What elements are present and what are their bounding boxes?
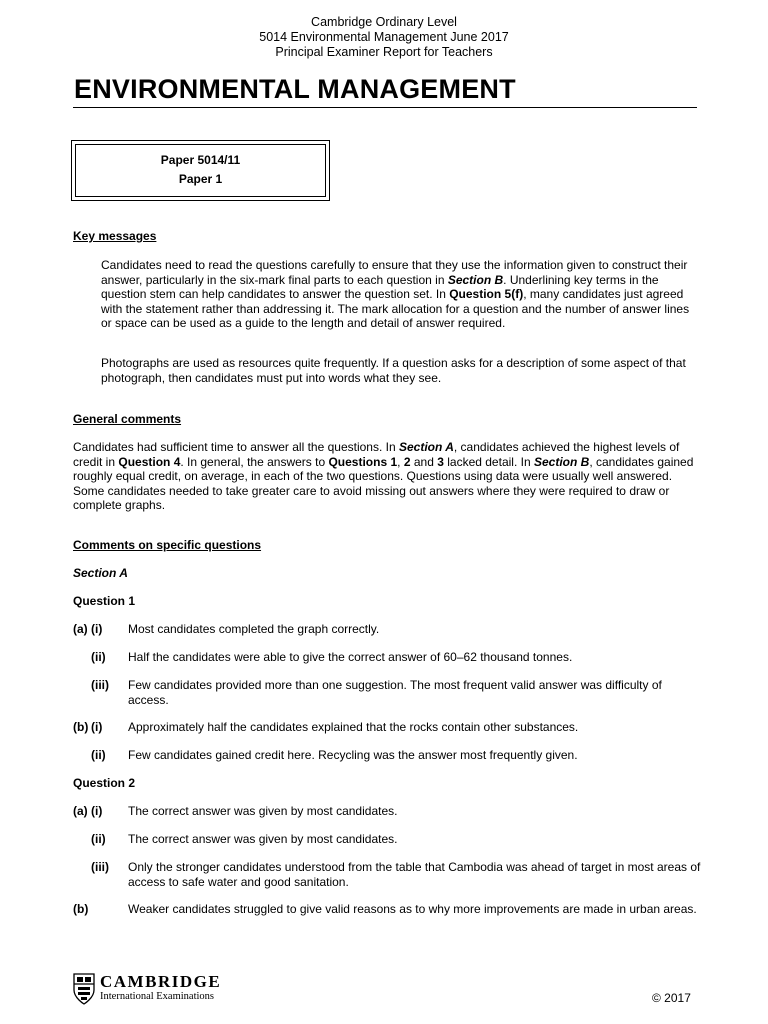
q1-item-text: Half the candidates were able to give the correct answer of 60–62 thousand tonnes. (128, 650, 573, 664)
q2-item-text: The correct answer was given by most candidates. (128, 804, 398, 818)
q2-item-text: The correct answer was given by most candidates. (128, 832, 398, 846)
q2-item-label-part: (b) (73, 902, 89, 916)
text-run: lacked detail. In (443, 454, 534, 469)
q1-item-label-sub: (ii) (91, 748, 106, 762)
q1-item-label-sub: (ii) (91, 650, 106, 664)
text-run: Candidates need to read the questions carefully to ensure that they use the information given to construct their answer, particularly in the six-mark final parts to each question in (101, 258, 688, 287)
cambridge-logo (73, 972, 233, 1006)
specific-comments-heading: Comments on specific questions (73, 538, 262, 552)
text-run: , (397, 454, 404, 469)
header-line-2: 5014 Environmental Management June 2017 (259, 30, 509, 44)
text-run-bold: Question 5(f) (449, 287, 524, 301)
q2-item-text: Only the stronger candidates understood from the table that Cambodia was ahead of target in most areas of access to safe water and good sanitation. (128, 860, 701, 889)
key-messages-heading: Key messages (73, 229, 157, 243)
q2-item-label-sub: (ii) (91, 832, 106, 846)
text-run-emphasis: Section B (533, 454, 590, 469)
question-1-title: Question 1 (73, 594, 136, 608)
text-run-bold: Question 4 (118, 454, 181, 469)
text-run-emphasis: Section A (398, 440, 454, 454)
logo-subtitle: International Examinations (100, 991, 215, 1002)
section-a-heading: Section A (73, 566, 128, 580)
text-run: . In general, the answers to (180, 454, 329, 469)
q2-item-label-sub: (i) (91, 804, 103, 818)
text-run: , many candidates just agreed with the statement rather than addressing it. The mark allocation for a question and the number of answer lines or space can be used as a guide to the length and detail of answer required. (101, 287, 690, 330)
text-run: , candidates gained roughly equal credit, on average, in each of the two questions. Questions using data were usually well answered. Some candidates needed to take greater care to avoid missing out answers where they were required to draw or complete graphs. (73, 454, 694, 512)
q2-item-label-part: (a) (73, 804, 88, 818)
header-line-3: Principal Examiner Report for Teachers (275, 45, 493, 59)
paper-box (71, 140, 330, 201)
text-run-bold: 3 (437, 454, 444, 469)
text-run-bold: Questions 1 (328, 454, 398, 469)
page-title: ENVIRONMENTAL MANAGEMENT (74, 74, 516, 104)
key-messages-paragraph-2: Photographs are used as resources quite frequently. If a question asks for a description of some aspect of that photograph, then candidates must put into words what they see. (101, 356, 686, 385)
question-2-title: Question 2 (73, 776, 136, 790)
paper-number: Paper 1 (178, 172, 223, 186)
q1-item-text: Few candidates gained credit here. Recycling was the answer most frequently given. (128, 748, 578, 762)
paper-box-inner (75, 144, 326, 197)
text-run-bold: 2 (403, 454, 411, 469)
q1-item-text: Approximately half the candidates explained that the rocks contain other substances. (128, 720, 579, 734)
text-run-emphasis: Section B (447, 272, 504, 287)
title-rule (73, 107, 697, 108)
header-line-1: Cambridge Ordinary Level (311, 15, 457, 29)
copyright: © 2017 (652, 991, 691, 1005)
q2-item-label-sub: (iii) (91, 860, 109, 874)
q1-item-text: Most candidates completed the graph correctly. (128, 622, 380, 636)
paper-code: Paper 5014/11 (160, 153, 241, 167)
q1-item-label-part: (b) (73, 720, 89, 734)
text-run: and (410, 454, 438, 469)
logo-wordmark: CAMBRIDGE (100, 972, 222, 991)
text-run: , candidates achieved the highest levels of credit in (73, 440, 680, 469)
general-comments-paragraph (73, 440, 703, 513)
text-run: . Underlining key terms in the question stem can help candidates to answer the question set. In (101, 272, 659, 301)
q2-item-text: Weaker candidates struggled to give valid reasons as to why more improvements are made in urban areas. (128, 902, 697, 916)
text-run: Candidates had sufficient time to answer all the questions. In (73, 440, 399, 454)
general-comments-heading: General comments (73, 412, 182, 426)
q1-item-label-sub: (i) (91, 720, 103, 734)
report-header (0, 15, 768, 60)
q1-item-text: Few candidates provided more than one suggestion. The most frequent valid answer was difficulty of access. (128, 678, 662, 707)
crest-icon (73, 973, 95, 1005)
q1-item-label-sub: (iii) (91, 678, 109, 692)
key-messages-paragraph-1 (101, 258, 701, 331)
q1-item-label-sub: (i) (91, 622, 103, 636)
q1-item-label-part: (a) (73, 622, 88, 636)
